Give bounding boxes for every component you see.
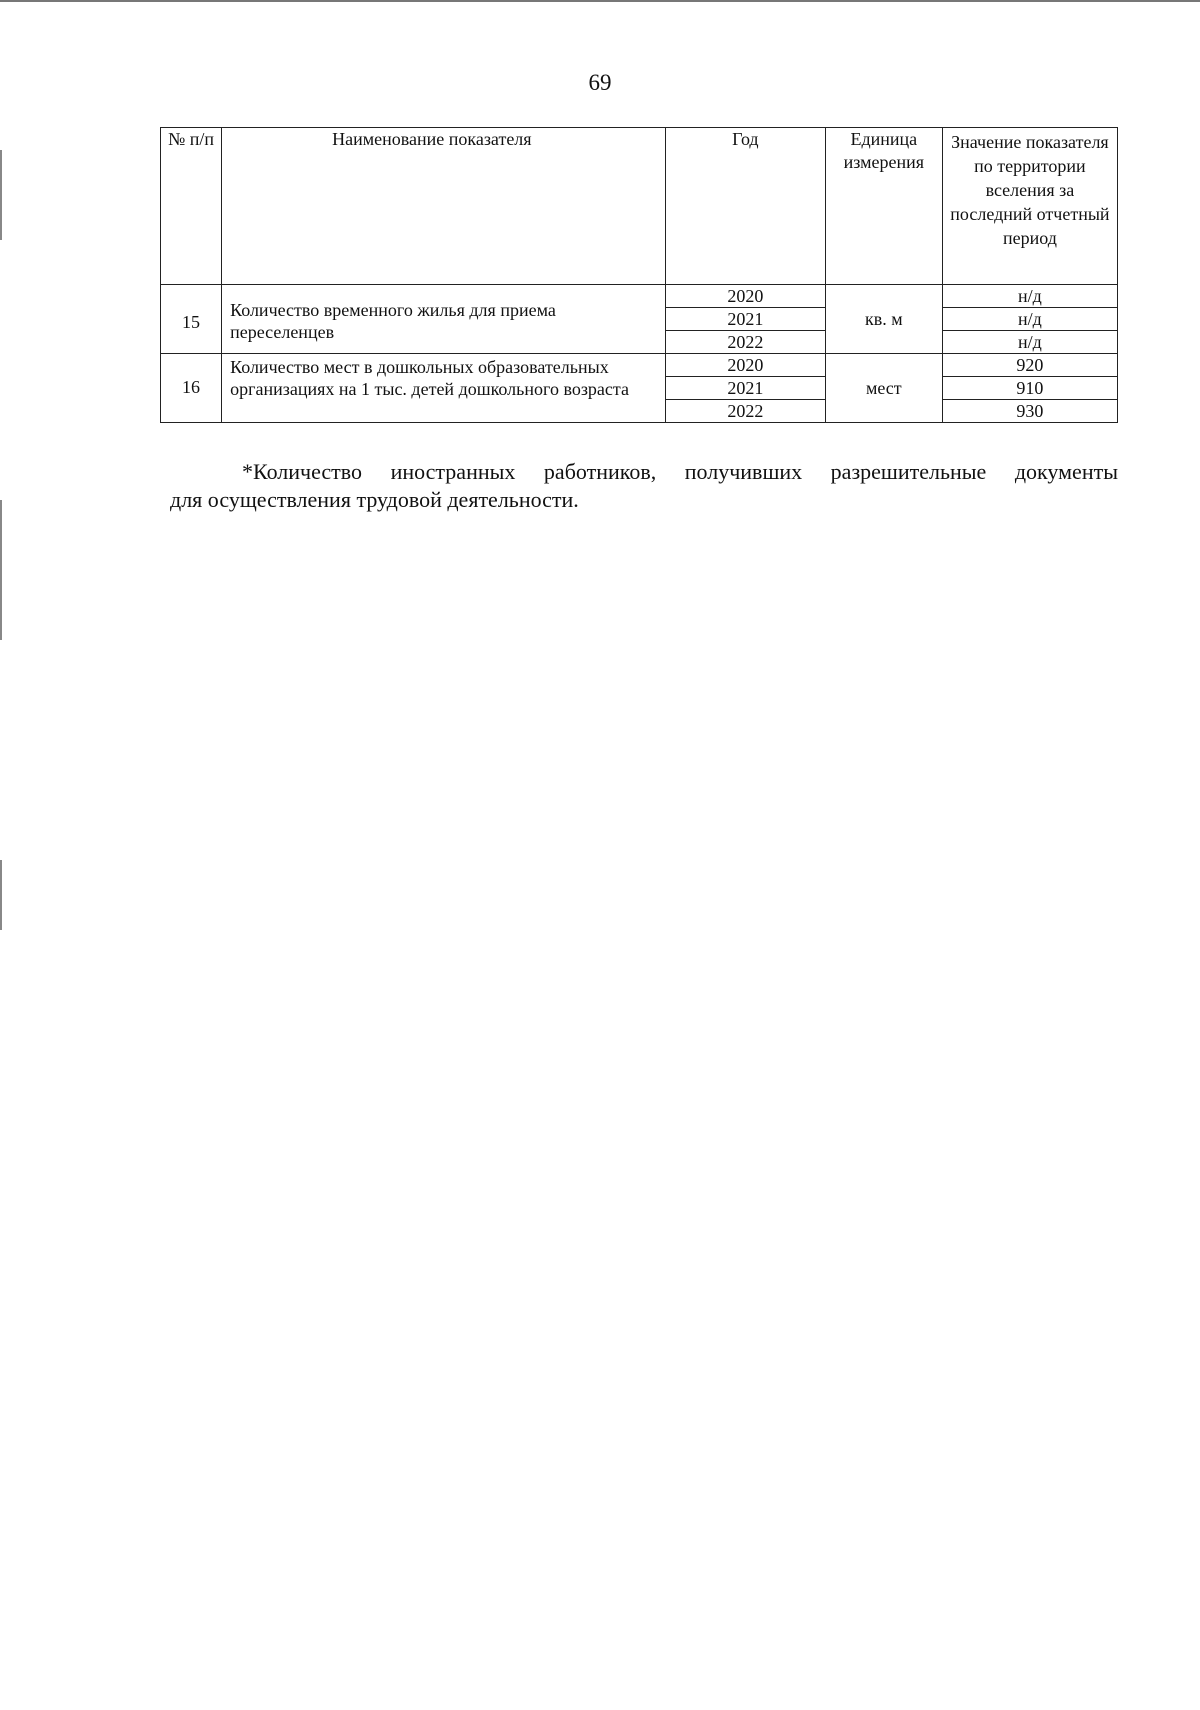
year-cell: 2021 — [665, 308, 825, 331]
unit-cell: мест — [825, 354, 942, 423]
unit-cell: кв. м — [825, 285, 942, 354]
value-cell: 930 — [942, 400, 1117, 423]
scan-edge-mark — [0, 500, 2, 640]
row-number: 15 — [161, 285, 222, 354]
value-cell: н/д — [942, 285, 1117, 308]
year-cell: 2020 — [665, 285, 825, 308]
year-cell: 2022 — [665, 331, 825, 354]
table-row — [161, 354, 1118, 377]
footnote-line-2: для осуществления трудовой деятельности. — [170, 487, 579, 512]
header-value: Значение показателя по территории вселения за последний отчетный период — [942, 128, 1117, 285]
indicators-table — [160, 127, 1118, 423]
row-number: 16 — [161, 354, 222, 423]
year-cell: 2020 — [665, 354, 825, 377]
header-name: Наименование показателя — [222, 128, 666, 285]
page-number: 69 — [588, 70, 612, 95]
table-row — [161, 285, 1118, 308]
value-cell: н/д — [942, 331, 1117, 354]
header-year: Год — [665, 128, 825, 285]
footnote-line-1: *Количество иностранных работников, получивших разрешительные документы — [242, 459, 1118, 484]
indicator-name: Количество мест в дошкольных образовательных организациях на 1 тыс. детей дошкольного возраста — [222, 354, 666, 423]
year-cell: 2021 — [665, 377, 825, 400]
header-no: № п/п — [161, 128, 222, 285]
footnote — [170, 458, 1118, 514]
table-header-row — [161, 128, 1118, 285]
year-cell: 2022 — [665, 400, 825, 423]
value-cell: н/д — [942, 308, 1117, 331]
indicator-name: Количество временного жилья для приема переселенцев — [222, 285, 666, 354]
value-cell: 910 — [942, 377, 1117, 400]
scan-edge-mark — [0, 150, 2, 240]
value-cell: 920 — [942, 354, 1117, 377]
header-unit: Единица измерения — [825, 128, 942, 285]
scan-edge-top — [0, 0, 1200, 2]
scan-edge-mark — [0, 860, 2, 930]
